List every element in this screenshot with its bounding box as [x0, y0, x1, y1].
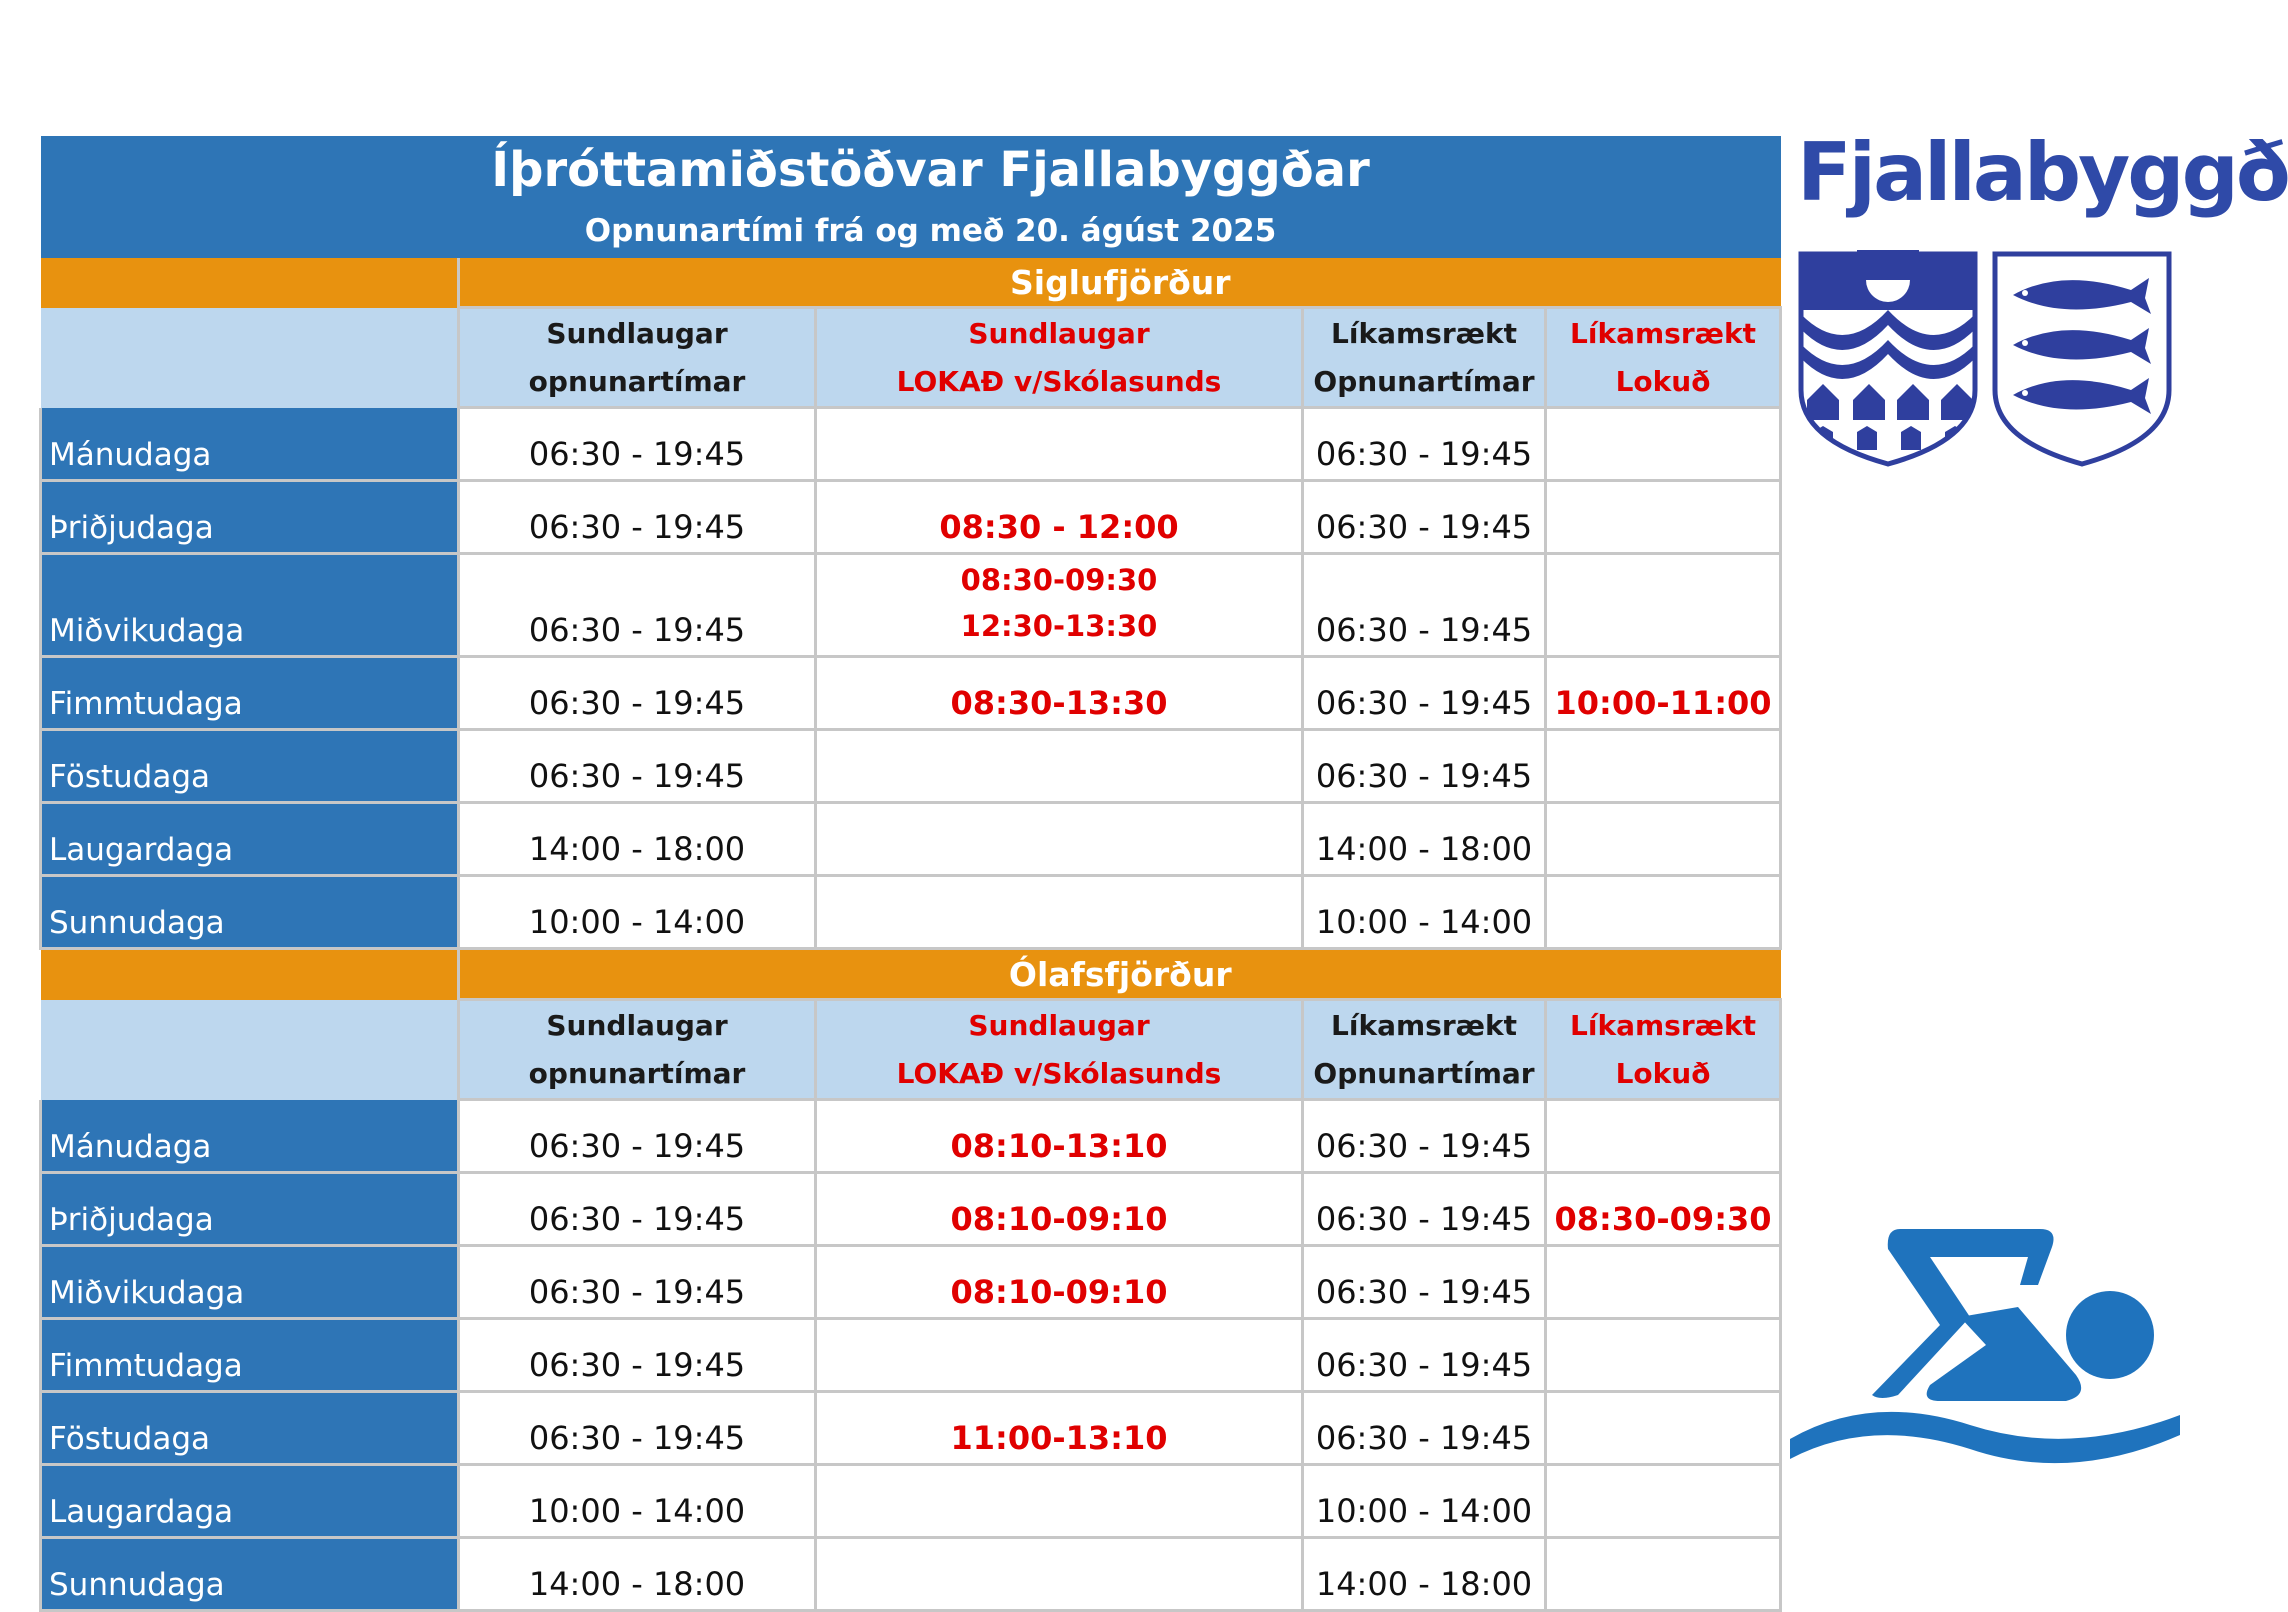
- pool-hours: 14:00 - 18:00: [459, 1538, 816, 1611]
- table-row: [41, 481, 1781, 554]
- pool-hours: 06:30 - 19:45: [459, 481, 816, 554]
- gym-hours: 10:00 - 14:00: [1303, 1465, 1546, 1538]
- day-label: Fimmtudaga: [41, 1319, 459, 1392]
- column-header-line1: Sundlaugar: [546, 1008, 728, 1042]
- column-header-empty: [41, 1000, 459, 1100]
- table-row: [41, 1392, 1781, 1465]
- day-label: Sunnudaga: [41, 876, 459, 949]
- column-header-gym-hours: [1303, 1000, 1546, 1100]
- table-row: [41, 1538, 1781, 1611]
- pool-closed: [816, 876, 1303, 949]
- day-label: Miðvikudaga: [41, 554, 459, 657]
- column-header-pool-hours: [459, 308, 816, 408]
- section-spacer: [41, 949, 459, 1000]
- gym-closed: [1546, 730, 1781, 803]
- gym-hours: 06:30 - 19:45: [1303, 1100, 1546, 1173]
- pool-hours: 10:00 - 14:00: [459, 876, 816, 949]
- gym-closed: [1546, 1538, 1781, 1611]
- day-label: Miðvikudaga: [41, 1246, 459, 1319]
- column-header-row: [41, 1000, 1781, 1100]
- gym-closed: [1546, 481, 1781, 554]
- column-header-line2: Opnunartímar: [1313, 1056, 1535, 1090]
- day-label: Fimmtudaga: [41, 657, 459, 730]
- title-row: [41, 136, 1781, 258]
- pool-closed: 08:10-13:10: [816, 1100, 1303, 1173]
- column-header-line2: Lokuð: [1615, 364, 1711, 398]
- pool-closed-slot-1: 08:30-09:30: [960, 563, 1158, 597]
- gym-hours: 06:30 - 19:45: [1303, 657, 1546, 730]
- column-header-gym-closed: [1546, 1000, 1781, 1100]
- title-block: [41, 136, 1781, 258]
- gym-closed: [1546, 1100, 1781, 1173]
- gym-closed: [1546, 876, 1781, 949]
- table-row: [41, 730, 1781, 803]
- pool-hours: 06:30 - 19:45: [459, 730, 816, 803]
- pool-closed: 08:10-09:10: [816, 1173, 1303, 1246]
- section-header-row: [41, 258, 1781, 308]
- column-header-line2: LOKAÐ v/Skólasunds: [896, 1056, 1222, 1090]
- column-header-line1: Sundlaugar: [546, 316, 728, 350]
- gym-closed: [1546, 408, 1781, 481]
- gym-hours: 06:30 - 19:45: [1303, 554, 1546, 657]
- pool-closed: [816, 1319, 1303, 1392]
- gym-hours: 06:30 - 19:45: [1303, 1173, 1546, 1246]
- pool-hours: 14:00 - 18:00: [459, 803, 816, 876]
- pool-hours: 06:30 - 19:45: [459, 657, 816, 730]
- day-label: Mánudaga: [41, 408, 459, 481]
- pool-closed: [816, 1538, 1303, 1611]
- table-row: [41, 1319, 1781, 1392]
- column-header-empty: [41, 308, 459, 408]
- gym-closed: [1546, 554, 1781, 657]
- column-header-gym-hours: [1303, 308, 1546, 408]
- gym-hours: 06:30 - 19:45: [1303, 1392, 1546, 1465]
- schedule-table: [39, 136, 1782, 1612]
- pool-closed: 08:10-09:10: [816, 1246, 1303, 1319]
- gym-closed: [1546, 1392, 1781, 1465]
- pool-hours: 10:00 - 14:00: [459, 1465, 816, 1538]
- day-label: Sunnudaga: [41, 1538, 459, 1611]
- pool-hours: 06:30 - 19:45: [459, 1173, 816, 1246]
- gym-closed: [1546, 1319, 1781, 1392]
- pool-closed: 11:00-13:10: [816, 1392, 1303, 1465]
- fjallabyggd-logo: Fjallabyggð: [1797, 126, 2288, 219]
- schedule-sheet: [39, 136, 1779, 1612]
- column-header-line2: Lokuð: [1615, 1056, 1711, 1090]
- pool-hours: 06:30 - 19:45: [459, 1246, 816, 1319]
- section-spacer: [41, 258, 459, 308]
- pool-closed: 08:30-13:30: [816, 657, 1303, 730]
- pool-hours: 06:30 - 19:45: [459, 408, 816, 481]
- pool-closed: [816, 408, 1303, 481]
- gym-closed: [1546, 1246, 1781, 1319]
- table-row: [41, 1100, 1781, 1173]
- column-header-line2: opnunartímar: [528, 364, 746, 398]
- column-header-line2: Opnunartímar: [1313, 364, 1535, 398]
- pool-closed: [816, 730, 1303, 803]
- pool-closed: 08:30 - 12:00: [816, 481, 1303, 554]
- table-row: [41, 657, 1781, 730]
- olafsfjordur-crest-icon: [1991, 250, 2173, 468]
- table-row: [41, 408, 1781, 481]
- section-title-olafsfjordur: Ólafsfjörður: [459, 949, 1781, 1000]
- pool-closed: [816, 554, 1303, 657]
- gym-hours: 06:30 - 19:45: [1303, 408, 1546, 481]
- table-row: [41, 803, 1781, 876]
- gym-closed: [1546, 1465, 1781, 1538]
- column-header-gym-closed: [1546, 308, 1781, 408]
- table-row: [41, 876, 1781, 949]
- gym-closed: 10:00-11:00: [1546, 657, 1781, 730]
- pool-hours: 06:30 - 19:45: [459, 554, 816, 657]
- swimmer-icon: [1790, 1225, 2180, 1495]
- table-row: [41, 1246, 1781, 1319]
- page-title: Íþróttamiðstöðvar Fjallabyggðar: [491, 142, 1370, 198]
- gym-hours: 14:00 - 18:00: [1303, 803, 1546, 876]
- column-header-line1: Líkamsrækt: [1331, 316, 1517, 350]
- pool-closed: [816, 803, 1303, 876]
- gym-closed: 08:30-09:30: [1546, 1173, 1781, 1246]
- day-label: Þriðjudaga: [41, 1173, 459, 1246]
- pool-hours: 06:30 - 19:45: [459, 1319, 816, 1392]
- day-label: Þriðjudaga: [41, 481, 459, 554]
- day-label: Laugardaga: [41, 1465, 459, 1538]
- column-header-line1: Sundlaugar: [968, 316, 1150, 350]
- column-header-pool-closed: [816, 308, 1303, 408]
- day-label: Mánudaga: [41, 1100, 459, 1173]
- day-label: Föstudaga: [41, 730, 459, 803]
- section-header-row: [41, 949, 1781, 1000]
- gym-hours: 10:00 - 14:00: [1303, 876, 1546, 949]
- day-label: Föstudaga: [41, 1392, 459, 1465]
- table-row: [41, 554, 1781, 657]
- gym-hours: 14:00 - 18:00: [1303, 1538, 1546, 1611]
- pool-hours: 06:30 - 19:45: [459, 1392, 816, 1465]
- day-label: Laugardaga: [41, 803, 459, 876]
- gym-hours: 06:30 - 19:45: [1303, 1319, 1546, 1392]
- column-header-pool-hours: [459, 1000, 816, 1100]
- column-header-row: [41, 308, 1781, 408]
- section-title-siglufjordur: Siglufjörður: [459, 258, 1781, 308]
- column-header-pool-closed: [816, 1000, 1303, 1100]
- pool-closed: [816, 1465, 1303, 1538]
- gym-hours: 06:30 - 19:45: [1303, 481, 1546, 554]
- column-header-line2: LOKAÐ v/Skólasunds: [896, 364, 1222, 398]
- column-header-line1: Líkamsrækt: [1570, 1008, 1756, 1042]
- column-header-line2: opnunartímar: [528, 1056, 746, 1090]
- siglufjordur-crest-icon: [1797, 250, 1979, 468]
- table-row: [41, 1173, 1781, 1246]
- gym-closed: [1546, 803, 1781, 876]
- pool-closed-slot-2: 12:30-13:30: [960, 609, 1158, 643]
- column-header-line1: Líkamsrækt: [1570, 316, 1756, 350]
- pool-hours: 06:30 - 19:45: [459, 1100, 816, 1173]
- table-row: [41, 1465, 1781, 1538]
- column-header-line1: Líkamsrækt: [1331, 1008, 1517, 1042]
- column-header-line1: Sundlaugar: [968, 1008, 1150, 1042]
- gym-hours: 06:30 - 19:45: [1303, 1246, 1546, 1319]
- gym-hours: 06:30 - 19:45: [1303, 730, 1546, 803]
- page-subtitle: Opnunartími frá og með 20. ágúst 2025: [584, 213, 1277, 249]
